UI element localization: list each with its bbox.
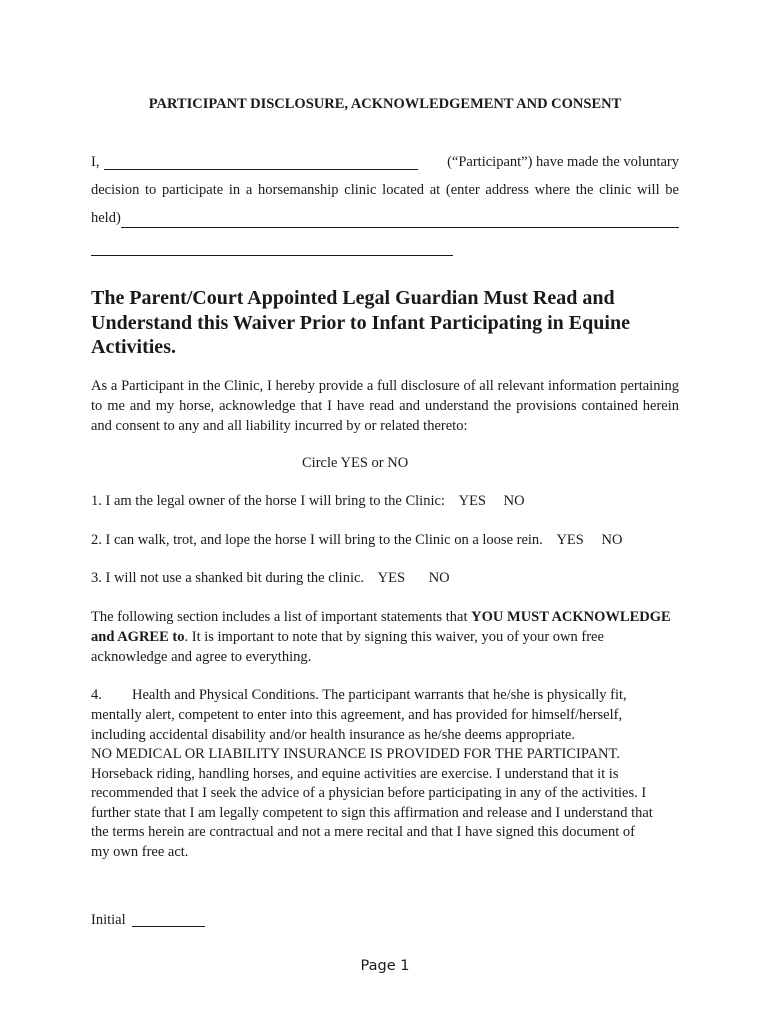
participant-name-field[interactable] [104,169,418,170]
section-4-line: further state that I am legally competent to sign this affirmation and release and I understand that [91,805,653,821]
initial-label: Initial [91,912,126,928]
question-2 [91,530,711,550]
document-heading: PARTICIPANT DISCLOSURE, ACKNOWLEDGEMENT AND CONSENT [148,96,622,112]
section-4-line: the terms herein are contractual and not a mere recital and that I have signed this document of [91,824,635,840]
section-4-line: recommended that I seek the advice of a physician before participating in any of the activities. I [91,785,647,801]
yes-option[interactable]: YES [377,570,406,586]
section-4-line: mentally alert, competent to enter into this agreement, and has provided for himself/herself, [91,707,623,723]
section-4-line: including accidental disability and/or health insurance as he/she deems appropriate. [91,727,575,743]
circle-instruction: Circle YES or NO [302,455,409,471]
page-number: Page 1 [360,958,410,974]
participant-label: (“Participant”) have made the voluntary [447,154,679,170]
ack-text-bold: YOU MUST ACKNOWLEDGE and AGREE to [91,609,671,645]
no-option[interactable]: NO [428,570,450,586]
disclosure-paragraph: As a Participant in the Clinic, I hereby provide a full disclosure of all relevant information pertaining to me and my horse, acknowledge that I have read and understand the provisions contained herein and consent to any and all liability incurred by or related thereto: [91,378,679,434]
section-4-line: Health and Physical Conditions. The participant warrants that he/she is physically fit, [132,687,627,703]
clinic-address-field-continued[interactable] [91,255,453,256]
question-text: 3. I will not use a shanked bit during the clinic. [91,570,365,586]
intro-prefix: I, [91,154,100,170]
no-option[interactable]: NO [601,532,623,548]
intro-line-2: decision to participate in a horsemanship clinic located at (enter address where the clinic will be [91,182,679,198]
acknowledge-paragraph [91,607,681,667]
question-3 [91,568,679,588]
clinic-address-field[interactable] [121,227,679,228]
section-4-line: NO MEDICAL OR LIABILITY INSURANCE IS PROVIDED FOR THE PARTICIPANT. [91,746,620,762]
initial-field[interactable] [132,926,205,927]
no-option[interactable]: NO [503,493,525,509]
section-4-line: my own free act. [91,844,189,860]
question-text: 1. I am the legal owner of the horse I will bring to the Clinic: [91,493,445,509]
ack-text-after: . It is important to note that by signing this waiver, you of your own free acknowledge and agree to everything. [91,629,604,665]
yes-option[interactable]: YES [556,532,584,548]
question-text: 2. I can walk, trot, and lope the horse I will bring to the Clinic on a loose rein. [91,532,543,548]
section-4-line: Horseback riding, handling horses, and equine activities are exercise. I understand that it is [91,766,619,782]
waiver-title: The Parent/Court Appointed Legal Guardian Must Read and Understand this Waiver Prior to Infant Participating in Equine Activities. [91,287,630,358]
yes-option[interactable]: YES [458,493,486,509]
question-1 [91,491,679,511]
held-label: held) [91,210,121,226]
section-4-number: 4. [91,687,102,703]
ack-text-before: The following section includes a list of important statements that [91,609,472,625]
